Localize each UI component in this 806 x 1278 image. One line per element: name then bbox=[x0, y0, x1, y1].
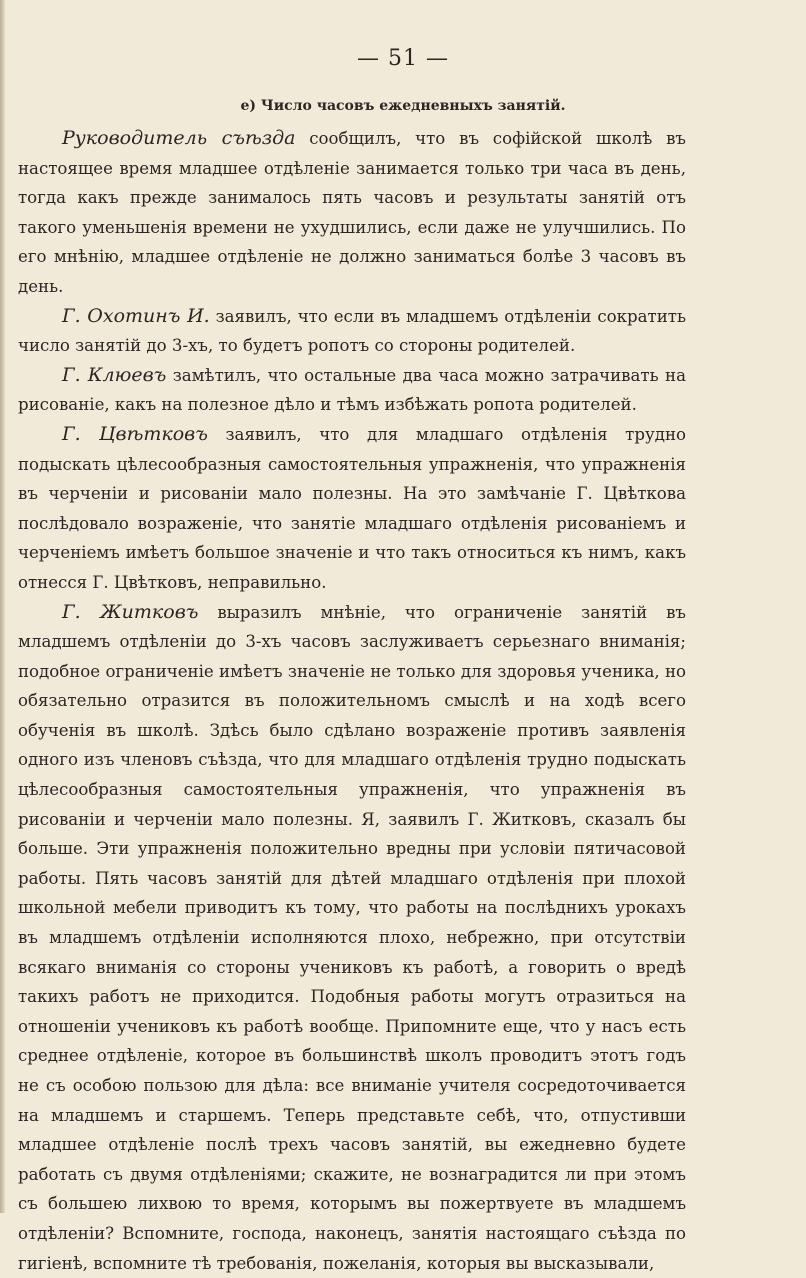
speaker-name: Г. Цвѣтковъ bbox=[62, 423, 208, 445]
paragraph bbox=[18, 361, 686, 420]
paragraph bbox=[18, 302, 686, 361]
paragraph-text: выразилъ мнѣніе, что ограниченіе занятій въ младшемъ отдѣленіи до 3-хъ часовъ заслуживаетъ серьезнаго вниманія; подобное ограниченіе имѣетъ значеніе не только для здоровья ученика, но обязательно отразится въ положительномъ смыслѣ и на ходѣ всего обученія въ школѣ. Здѣсь было сдѣлано возраженіе противъ заявленія одного изъ членовъ съѣзда, что для младшаго отдѣленія трудно подыскать цѣлесообразныя самостоятельныя упражненія, что упражненія въ рисованіи и черченіи мало полезны. Я, заявилъ Г. Житковъ, сказалъ бы больше. Эти упражненія положительно вредны при условіи пятичасовой работы. Пять часовъ занятій для дѣтей младшаго отдѣленія при плохой школьной мебели приводитъ къ тому, что работы на послѣднихъ урокахъ въ младшемъ отдѣленіи исполняются плохо, небрежно, при отсутствіи всякаго вниманія со стороны учениковъ къ работѣ, а говорить о вредѣ такихъ работъ не приходится. Подобныя работы могутъ отразиться на отношеніи учениковъ къ работѣ вообще. Припомните еще, что у насъ есть среднее отдѣленіе, которое въ большинствѣ школъ проводитъ этотъ годъ не съ особою пользою для дѣла: все вниманіе учителя сосредоточивается на младшемъ и старшемъ. Теперь представьте себѣ, что, отпустивши младшее отдѣленіе послѣ трехъ часовъ занятій, вы ежедневно будете работать съ двумя отдѣленіями; скажите, не вознаградится ли при этомъ съ большею лихвою то время, которымъ вы пожертвуете въ младшемъ отдѣленіи? Вспомните, господа, наконецъ, занятія настоящаго съѣзда по гигіенѣ, вспомните тѣ требованія, пожеланія, которыя вы высказывали, bbox=[18, 603, 686, 1273]
paragraph-text: сообщилъ, что въ софійской школѣ въ настоящее время младшее отдѣленіе занимается только три часа въ день, тогда какъ прежде занималось пять часовъ и результаты занятій отъ такого уменьшенія времени не ухудшились, если даже не улучшились. По его мнѣнію, младшее отдѣленіе не должно заниматься болѣе 3 часовъ въ день. bbox=[18, 129, 686, 296]
body-text bbox=[18, 124, 686, 1278]
page-number: — 51 — bbox=[0, 46, 806, 71]
speaker-name: Руководитель съѣзда bbox=[62, 127, 295, 149]
speaker-name: Г. Клюевъ bbox=[62, 364, 166, 386]
paragraph bbox=[18, 598, 686, 1278]
paragraph-text: замѣтилъ, что остальные два часа можно затрачивать на рисованіе, какъ на полезное дѣло и тѣмъ избѣжать ропота родителей. bbox=[18, 366, 686, 415]
section-heading: е) Число часовъ ежедневныхъ занятій. bbox=[0, 98, 806, 114]
page-spine-edge bbox=[0, 0, 5, 1213]
paragraph bbox=[18, 124, 686, 302]
paragraph-text: заявилъ, что для младшаго отдѣленія трудно подыскать цѣлесообразныя самостоятельныя упражненія, что упражненія въ черченіи и рисованіи мало полезны. На это замѣчаніе Г. Цвѣткова послѣдовало возраженіе, что занятіе младшаго отдѣленія рисованіемъ и черченіемъ имѣетъ большое значеніе и что такъ относиться къ нимъ, какъ отнесся Г. Цвѣтковъ, неправильно. bbox=[18, 425, 686, 592]
speaker-name: Г. Житковъ bbox=[62, 601, 198, 623]
speaker-name: Г. Охотинъ И. bbox=[62, 305, 210, 327]
paragraph bbox=[18, 420, 686, 598]
paragraph-text: заявилъ, что если въ младшемъ отдѣленіи сократить число занятій до 3-хъ, то будетъ ропотъ со стороны родителей. bbox=[18, 307, 686, 356]
